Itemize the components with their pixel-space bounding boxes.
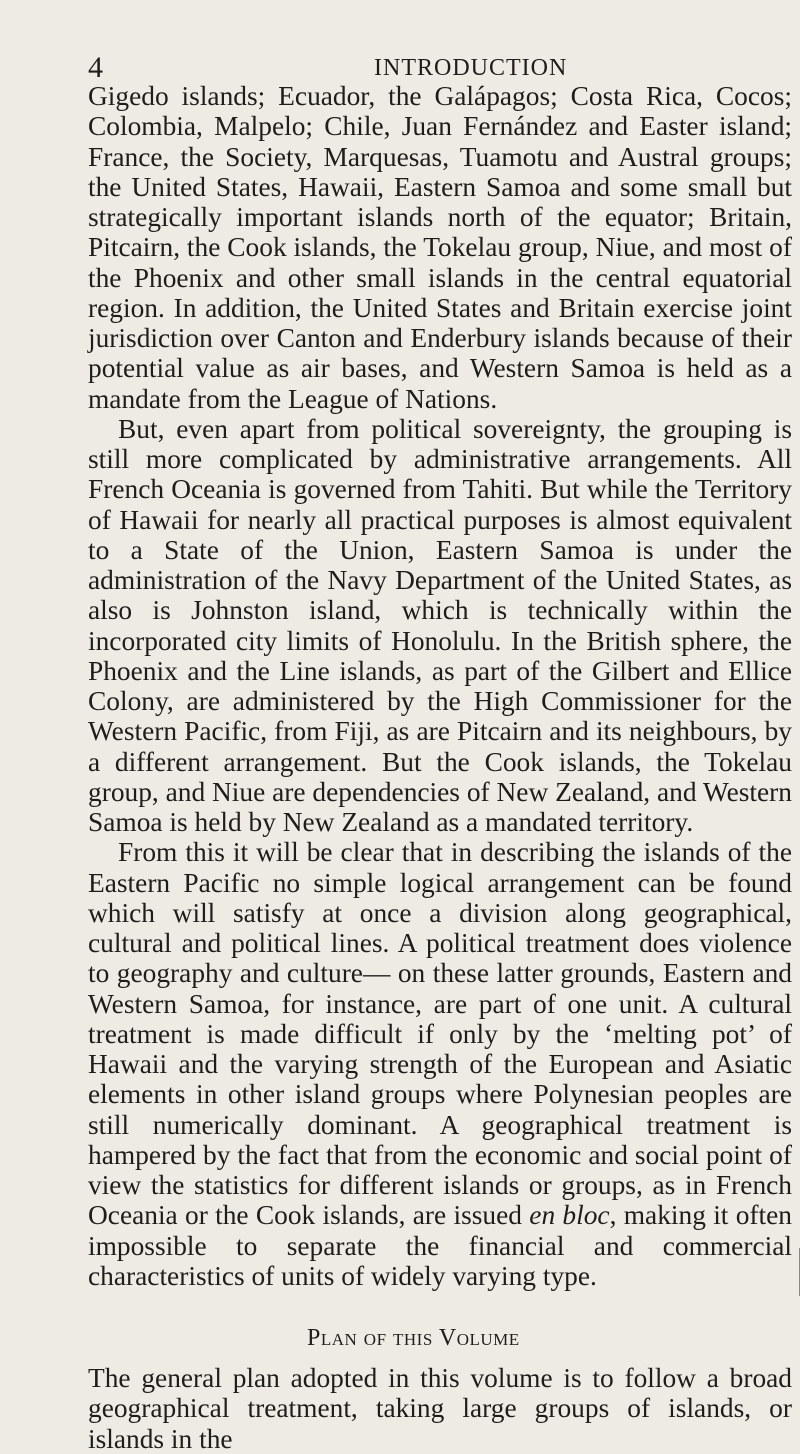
paragraph-3-italic-phrase: en bloc: [529, 1200, 610, 1231]
paragraph-1: Gigedo islands; Ecuador, the Galápagos; Costa Rica, Cocos; Colombia, Malpelo; Chile, Juan Fernández and Easter island; France, the Society, Marquesas, Tuamotu and Austral groups; the United States, Hawaii, Eastern Samoa and some small but strategically important islands north of the equator; Britain, Pitcairn, the Cook islands, the Tokelau group, Niue, and most of the Phoenix and other small islands in the central equatorial region. In addition, the United States and Britain exercise joint jurisdiction over Canton and Enderbury islands because of their potential value as air bases, and Western Samoa is held as a mandate from the League of Nations.: [88, 81, 792, 414]
running-head: INTRODUCTION: [374, 55, 568, 81]
page-number: 4: [88, 51, 103, 84]
section-heading: Plan of this Volume: [307, 1325, 520, 1351]
paragraph-4: The general plan adopted in this volume is to follow a broad geographical treatment, taking large groups of islands, or islands in the: [88, 1363, 792, 1454]
paragraph-3: [88, 837, 792, 1291]
body-text: [88, 81, 792, 1454]
paragraph-2: But, even apart from political sovereignty, the grouping is still more complicated by administrative arrangements. All French Oceania is governed from Tahiti. But while the Territory of Hawaii for nearly all practical purposes is almost equivalent to a State of the Union, Eastern Samoa is under the administration of the Navy Department of the United States, as also is Johnston island, which is technically within the incorporated city limits of Honolulu. In the British sphere, the Phoenix and the Line islands, as part of the Gilbert and Ellice Colony, are administered by the High Commissioner for the Western Pacific, from Fiji, as are Pitcairn and its neighbours, by a different arrangement. But the Cook islands, the Tokelau group, and Niue are dependencies of New Zealand, and Western Samoa is held by New Zealand as a mandated territory.: [88, 413, 792, 837]
paragraph-3-text-a: From this it will be clear that in describing the islands of the Eastern Pacific no simple logical arrangement can be found which will satisfy at once a division along geographical, cultural and political lines. A political treatment does violence to geography and culture— on these latter grounds, Eastern and Western Samoa, for instance, are part of one unit. A cultural treatment is made difficult if only by the ‘melting pot’ of Hawaii and the varying strength of the European and Asiatic elements in other island groups where Polynesian peoples are still numerically dominant. A geographical treatment is hampered by the fact that from the economic and social point of view the statistics for different islands or groups, as in French Oceania or the Cook islands, are issued: [88, 837, 792, 1231]
paragraph-3-text-b: , making it often impossible to separate the financial and commercial characteristics of units of widely varying type.: [88, 1200, 792, 1291]
